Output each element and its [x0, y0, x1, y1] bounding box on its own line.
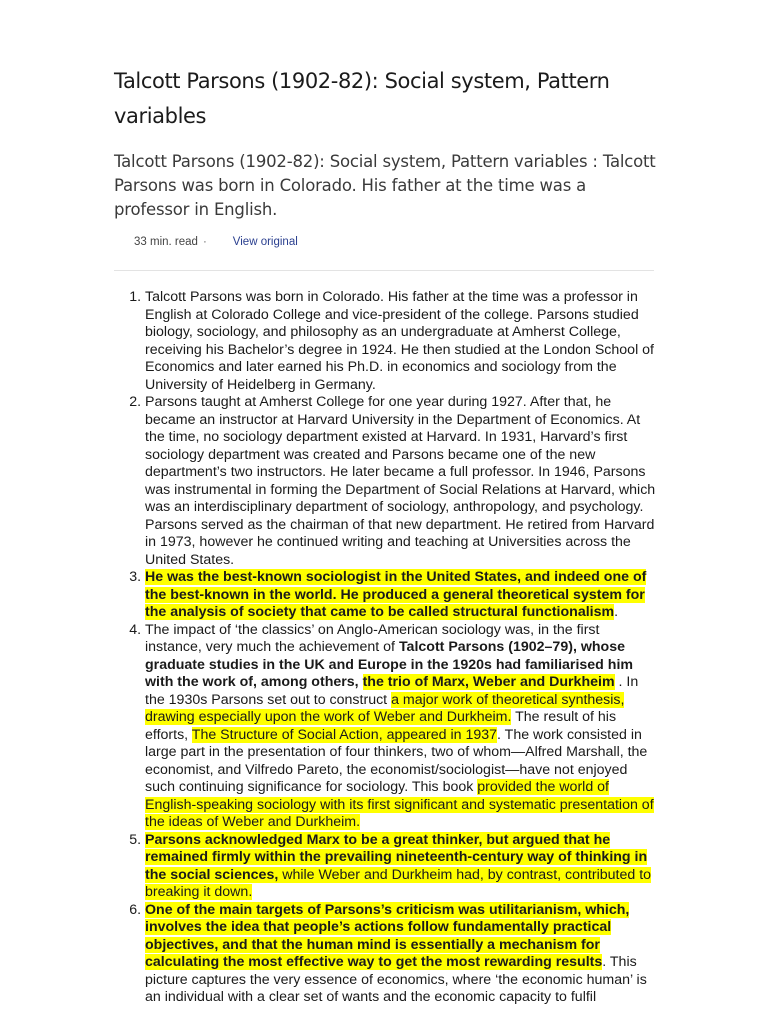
paragraph-text: . The work consisted in large part in the presentation of four thinkers, two of whom—Alfred Marshall, the economist, and Vilfredo Pareto, the economist/sociologist—have not enjoyed such continuing significance for sociology. This book [145, 726, 648, 795]
list-item [145, 289, 659, 394]
highlighted-text: the trio of Marx, Weber and Durkheim [362, 674, 615, 690]
header-divider [114, 270, 654, 271]
article-title: Talcott Parsons (1902-82): Social system, Pattern variables [114, 69, 610, 128]
list-item [145, 902, 659, 1007]
list-item [145, 569, 659, 622]
highlighted-text: provided the world of English-speaking sociology with its first significant and systematic presentation of the ideas of Weber and Durkheim. [145, 779, 654, 830]
paragraph-text: . In the 1930s Parsons set out to construct [145, 674, 639, 708]
paragraph-text: The impact of ‘the classics’ on Anglo-American sociology was, in the first instance, very much the achievement of [145, 621, 600, 655]
article-body-list [114, 289, 659, 1007]
list-item [145, 394, 659, 569]
list-item [145, 832, 659, 902]
paragraph-text: Talcott Parsons (1902–79), whose graduate studies in the UK and Europe in the 1920s had familiarised him with the work of, among others, [145, 639, 634, 690]
highlighted-text: a major work of theoretical synthesis, drawing especially upon the work of Weber and Durkheim. [145, 691, 625, 725]
list-item [145, 622, 659, 832]
highlighted-text: Parsons acknowledged Marx to be a great thinker, but argued that he remained firmly within the prevailing nineteenth-century way of thinking in the social sciences, [145, 831, 648, 883]
paragraph-text: Parsons taught at Amherst College for one year during 1927. After that, he became an instructor at Harvard University in the Department of Economics. At the time, no sociology department existed at Harvard. In 1931, Harvard’s first sociology department was created and Parsons became one of the new department’s two instructors. He later became a full professor. In 1946, Parsons was instrumental in forming the Department of Social Relations at Harvard, which was an interdisciplinary department of sociology, anthropology, and psychology. Parsons served as the chairman of that new department. He retired from Harvard in 1973, however he continued writing and teaching at Universities across the United States. [145, 394, 656, 568]
paragraph-text: . This picture captures the very essence of economics, where ‘the economic human’ is an individual with a clear set of wants and the economic capacity to fulfil [145, 954, 647, 1005]
article-subtitle: Talcott Parsons (1902-82): Social system, Pattern variables : Talcott Parsons was born in Colorado. His father at the time was a professor in English. [114, 152, 656, 219]
paragraph-text: Talcott Parsons was born in Colorado. His father at the time was a professor in English at Colorado College and vice-president of the college. Parsons studied biology, sociology, and philosophy as an undergraduate at Amherst College, receiving his Bachelor’s degree in 1924. He then studied at the London School of Economics and later earned his Ph.D. in economics and sociology from the University of Heidelberg in Germany. [145, 289, 654, 393]
highlighted-text: He was the best-known sociologist in the United States, and indeed one of the best-known in the world. He produced a general theoretical system for the analysis of society that came to be called structural functionalism [145, 569, 647, 620]
highlighted-text: One of the main targets of Parsons’s criticism was utilitarianism, which, involves the idea that people’s actions follow fundamentally practical objectives, and that the human mind is essentially a mechanism for calculating the most effective way to get the most rewarding results [145, 901, 630, 970]
paragraph-text: The result of his efforts, [145, 709, 617, 743]
paragraph-text: . [614, 604, 619, 620]
read-time: 33 min. read [134, 236, 198, 248]
meta-separator: · [202, 236, 207, 248]
article-meta [134, 236, 298, 248]
highlighted-text: while Weber and Durkheim had, by contrast, contributed to breaking it down. [145, 866, 652, 900]
highlighted-text: The Structure of Social Action, appeared in 1937 [191, 726, 498, 743]
view-original-link[interactable]: View original [232, 236, 298, 248]
